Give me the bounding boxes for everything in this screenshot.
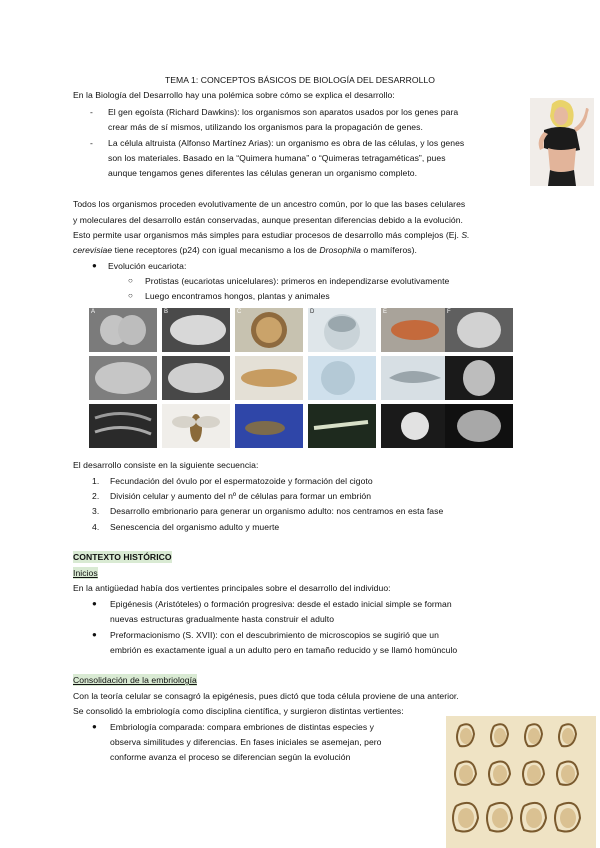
inicios-item-1-line-2: nuevas estructuras gradualmente hasta construir el adulto: [110, 614, 335, 624]
subheading-consolidacion: Consolidación de la embriología: [73, 675, 197, 685]
bullet-icon: ●: [92, 261, 97, 270]
section-heading-contexto: CONTEXTO HISTÓRICO: [73, 552, 172, 562]
para1-line-4: [73, 244, 417, 256]
woman-photo: [530, 98, 594, 186]
inicios-item-2-line-2: embrión es exactamente igual a un adulto pero en tamaño reducido y se llamó homúnculo: [110, 645, 458, 655]
bullet-icon: ●: [92, 722, 97, 731]
para1-text: Esto permite usar organismos más simples para estudiar procesos de desarrollo más complejos (Ej.: [73, 230, 462, 240]
figure-panel: [162, 404, 230, 448]
bullet-icon: ●: [92, 630, 97, 639]
evo-sub-2: Luego encontramos hongos, plantas y animales: [145, 291, 330, 301]
panel-letter: F: [447, 309, 451, 315]
consolidacion-line-1: Con la teoría celular se consagró la epigénesis, pues dictó que toda célula proviene de una anterior.: [73, 691, 459, 701]
species-name: cerevisiae: [73, 245, 113, 255]
figure-panel: [235, 404, 303, 448]
panel-letter: A: [91, 309, 96, 315]
figure-panel: [381, 356, 449, 400]
inicios-item-1-line-1: Epigénesis (Aristóteles) o formación progresiva: desde el estado inicial simple se forman: [110, 599, 452, 609]
consolidacion-line-2: Se consolidó la embriología como disciplina científica, y surgieron distintas vertientes:: [73, 706, 404, 716]
panel-letter: B: [164, 309, 169, 315]
consol-item-line-3: conforme avanza el proceso se diferencian según la evolución: [110, 752, 351, 762]
page-title: TEMA 1: CONCEPTOS BÁSICOS DE BIOLOGÍA DEL DESARROLLO: [164, 75, 436, 85]
secuencia-intro: El desarrollo consiste en la siguiente secuencia:: [73, 460, 259, 470]
figure-panel: [445, 404, 513, 448]
consol-item-line-2: observa similitudes y diferencias. En fases iniciales se asemejan, pero: [110, 737, 382, 747]
evolucion-label: Evolución eucariota:: [108, 261, 187, 271]
embryo-figure: [89, 308, 513, 450]
species-name: Drosophila: [319, 245, 361, 255]
figure-panel-b: [162, 308, 230, 352]
dash-item-2-line-3: aunque tengamos genes diferentes las células generan un organismo completo.: [108, 168, 418, 178]
inicios-text: En la antigüedad había dos vertientes principales sobre el desarrollo del individuo:: [73, 583, 391, 593]
secuencia-item: Desarrollo embrionario para generar un organismo adulto: nos centramos en esta fase: [110, 506, 444, 516]
circle-bullet-icon: ○: [128, 291, 133, 300]
para1-line-1: Todos los organismos proceden evolutivamente de un ancestro común, por lo que las bases celulares: [73, 199, 466, 209]
panel-letter: E: [383, 309, 388, 315]
figure-panel: [89, 356, 157, 400]
figure-panel: [308, 356, 376, 400]
dash-marker: -: [90, 138, 93, 148]
consol-item-line-1: Embriología comparada: compara embriones de distintas especies y: [110, 722, 375, 732]
figure-panel: [235, 356, 303, 400]
evo-sub-1: Protistas (eucariotas unicelulares): primeros en independizarse evolutivamente: [145, 276, 450, 286]
figure-panel: [162, 356, 230, 400]
intro-text: En la Biología del Desarrollo hay una polémica sobre cómo se explica el desarrollo:: [73, 90, 395, 100]
species-name: S.: [461, 230, 470, 240]
secuencia-item: Fecundación del óvulo por el espermatozoide y formación del cigoto: [110, 476, 373, 486]
panel-letter: D: [310, 309, 315, 315]
figure-panel-a: [89, 308, 157, 352]
para1-line-3: [73, 229, 470, 241]
figure-panel: [445, 356, 513, 400]
figure-panel: [381, 404, 449, 448]
bullet-icon: ●: [92, 599, 97, 608]
figure-panel: [308, 404, 376, 448]
panel-letter: C: [237, 309, 242, 315]
list-number: 2.: [92, 491, 100, 501]
dash-marker: -: [90, 107, 93, 117]
list-number: 4.: [92, 522, 100, 532]
figure-panel: [89, 404, 157, 448]
figure-panel-f: [445, 308, 513, 352]
para1-line-2: y moleculares del desarrollo están conservadas, aunque presentan diferencias debido a la evolución.: [73, 215, 463, 225]
dash-item-2-line-1: La célula altruista (Alfonso Martínez Arias): un organismo es obra de las células, y los genes: [108, 138, 465, 148]
list-number: 1.: [92, 476, 100, 486]
inicios-item-2-line-1: Preformacionismo (S. XVII): con el descubrimiento de microscopios se sugirió que un: [110, 630, 439, 640]
dash-item-1-line-2: crear más de sí mismos, utilizando los organismos para la propagación de genes.: [108, 122, 423, 132]
comparative-embryos-image: [446, 716, 596, 848]
subheading-inicios: Inicios: [73, 568, 98, 578]
circle-bullet-icon: ○: [128, 276, 133, 285]
secuencia-item: División celular y aumento del nº de células para formar un embrión: [110, 491, 372, 501]
secuencia-item: Senescencia del organismo adulto y muerte: [110, 522, 280, 532]
dash-item-1-line-1: El gen egoísta (Richard Dawkins): los organismos son aparatos usados por los genes para: [108, 107, 459, 117]
para1-text: tiene receptores (p24) con igual mecanismo a los de: [112, 245, 320, 255]
para1-text: o mamíferos).: [360, 245, 417, 255]
figure-panel-c: [235, 308, 303, 352]
dash-item-2-line-2: son los materiales. Basado en la “Quimera humana” o “Quimeras tetragaméticas”, pues: [108, 153, 446, 163]
figure-panel-d: [308, 308, 376, 352]
figure-panel-e: [381, 308, 449, 352]
list-number: 3.: [92, 506, 100, 516]
